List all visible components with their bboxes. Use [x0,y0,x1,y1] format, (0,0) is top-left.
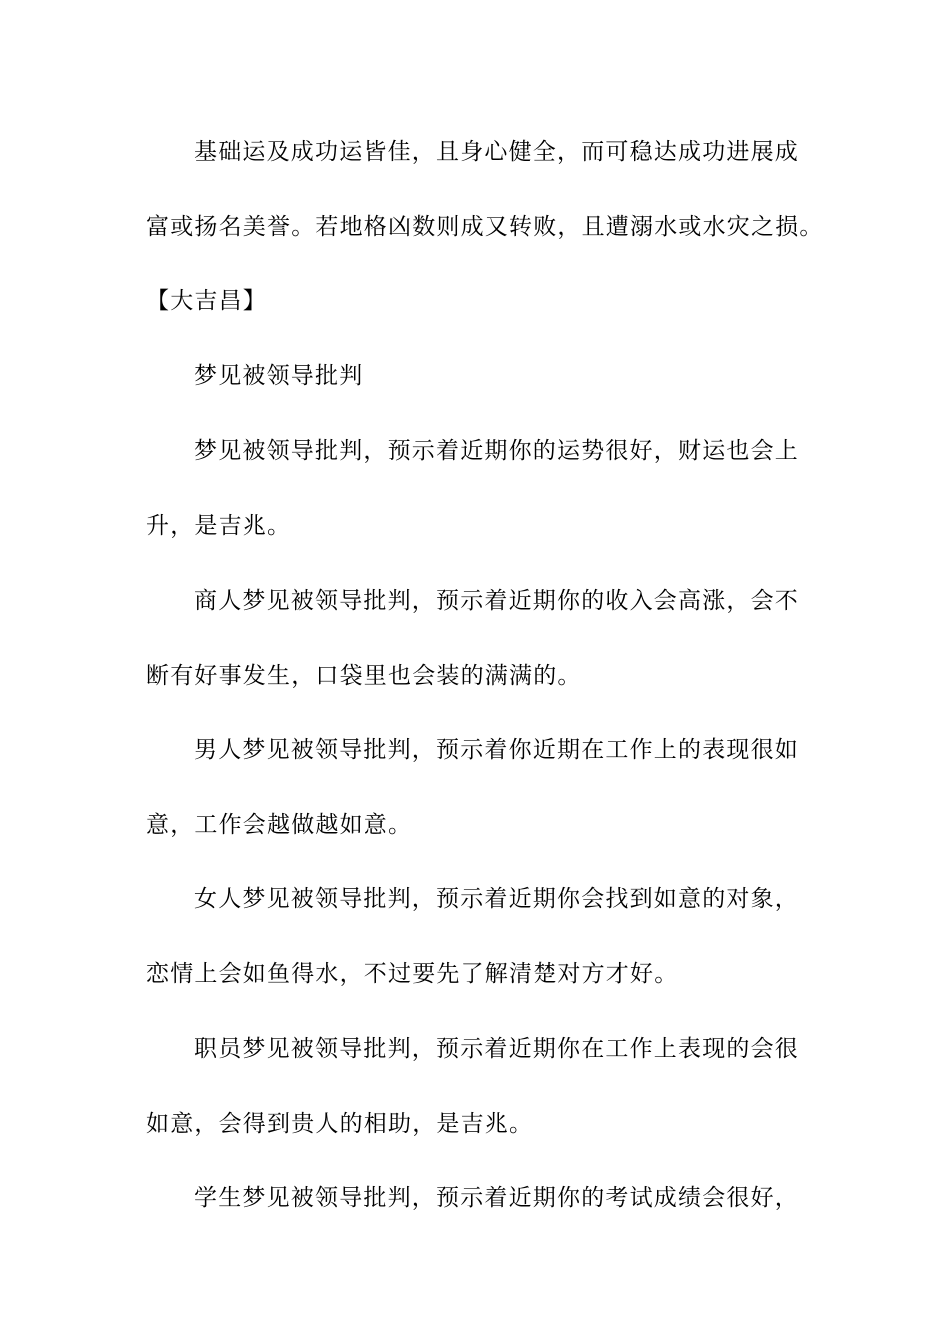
paragraph-line: 男人梦见被领导批判，预示着你近期在工作上的表现很如 [194,737,799,763]
paragraph-line: 学生梦见被领导批判，预示着近期你的考试成绩会很好， [194,1185,799,1211]
paragraph-line: 梦见被领导批判，预示着近期你的运势很好，财运也会上 [194,438,799,464]
paragraph-line: 商人梦见被领导批判，预示着近期你的收入会高涨，会不 [194,588,799,614]
section-heading: 【大吉昌】 [146,288,267,314]
paragraph-line: 断有好事发生，口袋里也会装的满满的。 [146,663,582,689]
paragraph-line: 意，工作会越做越如意。 [146,812,413,838]
paragraph-line: 女人梦见被领导批判，预示着近期你会找到如意的对象， [194,886,799,912]
paragraph-line: 富或扬名美誉。若地格凶数则成又转败，且遭溺水或水灾之损。 [146,214,824,240]
paragraph-line: 基础运及成功运皆佳，且身心健全，而可稳达成功进展成 [194,139,799,165]
paragraph-line: 升，是吉兆。 [146,513,292,539]
paragraph-line: 如意，会得到贵人的相助，是吉兆。 [146,1111,534,1137]
paragraph-line: 职员梦见被领导批判，预示着近期你在工作上表现的会很 [194,1036,799,1062]
paragraph-line: 恋情上会如鱼得水，不过要先了解清楚对方才好。 [146,961,679,987]
subheading: 梦见被领导批判 [194,363,364,389]
